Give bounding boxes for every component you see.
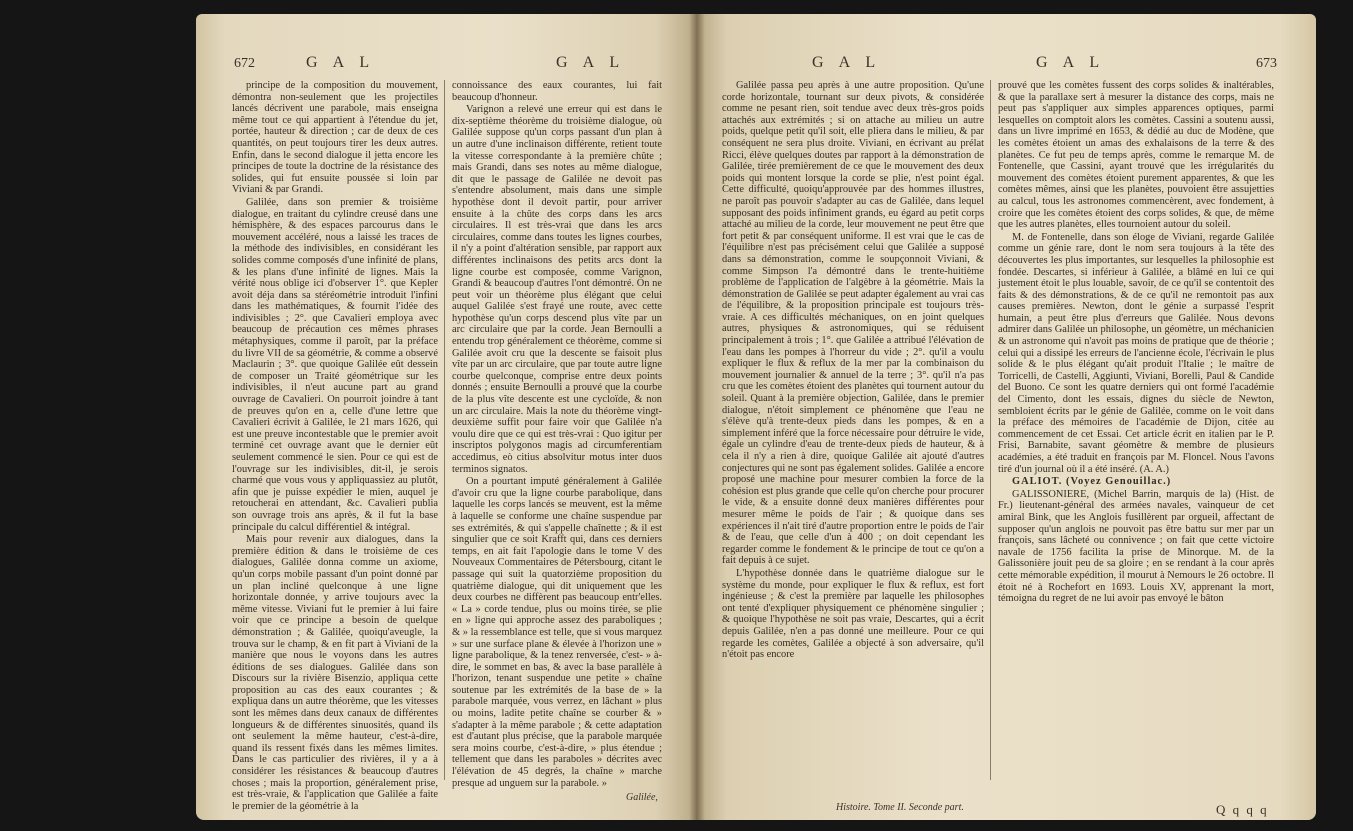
paragraph: Mais pour revenir aux dialogues, dans la première édition & dans le troisième de ces dialogues, Galilée donna comme un axiome, qu'un corps mobile passant d'un point donné par un plan incliné quelconque à une ligne horizontale donnée, y arrive toujours avec la même vitesse. Viviani fut le premier à lui faire voir que ce principe a besoin de quelque démonstration ; & Galilée, quoiqu'aveugle, la trouva sur le champ, & en fit part à Viviani de la manière que nous le voyons dans les autres éditions de ses dialogues. Galilée dans son Discours sur la rivière Bisenzio, appliqua cette proposition au cas des eaux courantes ; & expliqua dans un autre théorème, que les vitesses sont les mêmes dans deux canaux de différentes longueurs & de différentes sinuosités, quand ils ont seulement la même hauteur, c'est-à-dire, quand ils ressent fixés dans les mêmes limites. Dans le cas particulier des rivières, il y a à considérer les résistances & beaucoup d'autres choses ; mais la proportion, généralement prise, est très-vraie, & l'application que Galilée a faite le premier de la géométrie à la (232, 534, 438, 812)
text-column-2 (452, 80, 662, 789)
page-number: 673 (1256, 56, 1277, 71)
open-book (196, 14, 1316, 820)
entry-heading: GALIOT. (Voyez Genouillac.) (1012, 476, 1172, 488)
left-page (196, 14, 696, 820)
paragraph: principe de la composition du mouvement, démontra non-seulement que les projectiles lancés décrivent une parabole, mais enseigna même tout ce qui appartient à l'étendue du jet, portée, hauteur & direction ; car de deux de ces quantités, on peut toujours tirer les deux autres. Enfin, dans le second dialogue il jetta encore les principes de toute la doctrine de la résistance des solides, qui fut ensuite poussée si loin par Viviani & par Grandi. (232, 80, 438, 196)
paragraph: L'hypothèse donnée dans le quatrième dialogue sur le système du monde, pour expliquer le flux & reflux, est fort ingénieuse ; & c'est la première par laquelle les philosophes ont tenté d'expliquer physiquement ce phénomène singulier ; & quoique l'hypothèse ne soit pas vraie, Descartes, qui a écrit depuis Galilée, n'en a pas donné une meilleure. Pour ce qui regarde les comètes, Galilée a objecté à son adversaire, qu'il n'étoit pas encore (722, 567, 984, 661)
text-column-1 (722, 80, 984, 661)
running-head: G A L (556, 54, 626, 71)
paragraph: On a pourtant imputé généralement à Galilée d'avoir cru que la ligne courbe parabolique, dans laquelle les corps lancés se meuvent, est la même à laquelle se conforme une chaîne suspendue par ses extrémités, & qui s'appelle chaînette ; & il est singulier que ce soit Krafft qui, dans ces derniers temps, en ait fait l'apologie dans le tome V des Nouveaux Commentaires de Pétersbourg, citant le passage qui suit la quatorzième proposition du quatrième dialogue, qui dit uniquement que les deux courbes ne diffèrent pas beaucoup entr'elles. « La » corde tendue, plus ou moins tirée, se plie en » ligne qui approche assez des paraboliques ; & » la ressemblance est telle, que si vous marquez » sur une surface plane & élevée à l'horizon une » ligne parabolique, & la tenez renversée, c'est- » à-dire, le sommet en bas, & avec la base parallèle à l'horizon, tenant suspendue une petite » chaîne soutenue par les extrémités de la base de » la parabole marquée, vous verrez, en lâchant » plus ou moins, ladite petite chaîne se courber & » s'adapter à la même parabole ; & cette adaptation est d'autant plus précise, que la parabole marquée sera moins courbe, c'est-à-dire, » plus étendue ; tellement que dans les paraboles » décrites avec l'élévation de 45 degrés, la chaîne » marche presque ad unguem sur la parabole. » (452, 476, 662, 789)
paragraph: Galilée, dans son premier & troisième dialogue, en traitant du cylindre creusé dans une hémisphère, & des espaces parcourus dans le mouvement accéléré, nous a laissé les traces de la méthode des indivisibles, en considérant les solides comme composés d'une infinité de plans, & les plans d'une infinité de lignes. Mais la vérité nous oblige ici d'observer 1°. que Kepler avoit déja dans sa stéréométrie introduit l'infini dans les mathématiques, & fournit l'idée des indivisibles ; 2°. que Cavalieri employa avec beaucoup de précaution ces mêmes phrases métaphysiques, comme il paroît, par la préface du livre VII de sa géométrie, & comme a observé Maclaurin ; 3°. que quoique Galilée eût dessein de composer un Traité géométrique sur les indivisibles, il n'eut aucune part au grand ouvrage de Cavalieri. On pourroit joindre à tant de preuves qu'on en a, celle d'une lettre que Cavalieri écrivit à Galilée, le 21 mars 1626, qui est une preuve incontestable que le premier avoit terminé cet ouvrage avant que le dernier eût seulement commencé le sien. Pour ce qui est de l'ouvrage sur les indivisibles, dit-il, je serois charmé que vous vous y appliquassiez au plutôt, afin que je puisse expédier le mien, auquel je retoucherai en attendant, &c. Cavalieri publia son ouvrage trois ans après, & il fut la base principale du calcul différentiel & intégral. (232, 196, 438, 533)
catchword: Galilée, (626, 792, 658, 803)
paragraph: Galilée passa peu après à une autre proposition. Qu'une corde horizontale, tournant sur deux pivots, & considérée comme ne pesant rien, soit tendue avec deux très-gros poids attachés aux extrémités ; si on attache au milieu un autre poids, quelque petit qu'il soit, elle pliera dans le milieu, & par conséquent ne sera plus droite. Viviani, en écrivant au prélat Ricci, élève quelques doutes par rapport à la démonstration de Galilée, tirée premièrement de ce que le mouvement des deux poids qui montent lorsque la corde se plie, n'est point égal. Cette difficulté, quoiqu'approuvée par des hommes illustres, ne paroît pas pouvoir s'adapter au cas de Galilée, dans lequel supposant des poids infiniment grands, eu égard au petit corps attaché au milieu de la corde, leur mouvement ne peut être que fort petit & par conséquent uniforme. Il est vrai que le cas de l'équilibre n'est pas précisément celui que Galilée a supposé dans sa démonstration, comme le soupçonnoit Viviani, & comme Simpson l'a démontré dans le trente-huitième problème de l'application de l'algèbre à la géométrie. Mais la démonstration de Galilée se peut adapter également au vrai cas de l'équilibre, & la proposition principale est toujours très-vraie. A ces difficultés méchaniques, on en joint quelques autres, physiques & astronomiques, qui se réduisent principalement à trois ; 1°. que Galilée a attribué l'élévation de l'eau dans les pompes à l'horreur du vide ; 2°. qu'il a voulu expliquer le flux & reflux de la mer par la combinaison du mouvement journalier & annuel de la terre ; 3°. qu'il n'a pas cru que les comètes étoient des planètes qui tournent autour du soleil. Quant à la première objection, Galilée, dans le premier dialogue, n'étoit simplement ce phénomène que l'eau ne s'élève qu'à trente-deux pieds dans les pompes, & en a simplement inféré que la force nécessaire pour détruire le vide, égale un cylindre d'eau de trente-deux pieds de hauteur, & à cela il n'y a rien à dire, quoique Galilée ait ajouté d'autres conjectures qui ne sont pas également solides. Galilée a encore proposé une machine pour mesurer combien la force de la cohésion est plus grande que celle qu'on cherche pour procurer le vide, & a ensuite donné deux manières différentes pour mesurer même le poids de l'air ; & quoique dans ses expériences il n'ait tiré d'autre proportion entre le poids de l'air & de l'eau, que celle d'un à 400 ; on doit cependant les regarder comme le fondement & le principe de tout ce qu'on a fait depuis à ce sujet. (722, 80, 984, 567)
right-page (696, 14, 1316, 820)
paragraph: Varignon a relevé une erreur qui est dans le dix-septième théorème du troisième dialogue, où Galilée suppose qu'un corps passant d'un plan à un autre d'une inclinaison différente, retient toute la vitesse correspondante à la première chûte ; mais Grandi, dans ses notes au même dialogue, dit que le passage de Galilée ne devoit pas s'entendre absolument, mais dans une simple hypothèse dont il devoit partir, pour arriver ensuite à la chûte des corps dans les arcs circulaires. Il est très-vrai que dans les arcs circulaires, comme dans toutes les lignes courbes, il n'y a point d'altération sensible, par rapport aux différentes inclinaisons des petits arcs dont la ligne courbe est composée, comme Varignon, Grandi & beaucoup d'autres l'ont démontré. On ne peut voir un théorème plus élégant que celui auquel Galilée s'est frayé une route, avec cette hypothèse qu'un corps descend plus vîte par un arc circulaire que par la corde. Jean Bernoulli a entendu trop généralement ce théorème, comme si Galilée avoit cru que la descente se faisoit plus vîte par un arc circulaire, que par toute autre ligne courbe quelconque, comprise entre deux points donnés ; ensuite Bernoulli a prouvé que la courbe de la plus vîte descente est une cycloïde, & non un arc circulaire. Mais la note du théorème vingt-deuxième suffit pour faire voir que Galilée n'a voulu dire que ce qui est très-vrai : Quo igitur per inscriptos polygonos magis ad circumferentiam accedimus, eò citius absolvitur motus inter duos terminos signatos. (452, 104, 662, 475)
signature-mark: Q q q q (1216, 802, 1269, 817)
running-head: G A L (306, 54, 376, 71)
text-column-2 (998, 80, 1274, 605)
column-rule (444, 80, 445, 780)
book-gutter (689, 14, 705, 820)
running-head: G A L (812, 54, 882, 71)
page-number: 672 (234, 56, 255, 71)
paragraph: prouvé que les comètes fussent des corps solides & inaltérables, & que la parallaxe sert à mesurer la distance des corps, mais ne peut pas s'appliquer aux simples apparences optiques, parmi lesquelles on comptoit alors les comètes. Cassini a soutenu aussi, dans un livre imprimé en 1653, & dédié au duc de Modène, que les comètes étoient un amas des exhalaisons de la terre & des planètes. Ce fut peu de temps après, comme le remarque M. de Fontenelle, que Cassini, ayant trouvé que les irrégularités du mouvement des comètes étoient purement apparentes, & que les comètes mêmes, ainsi que les planètes, pouvoient être assujetties au calcul, tous les astronomes commencèrent, avec fondement, à croire que les comètes étoient des corps solides, & que, de même que les autres planètes, elles tournoient autour du soleil. (998, 80, 1274, 231)
paragraph: M. de Fontenelle, dans son éloge de Viviani, regarde Galilée comme un génie rare, dont le nom sera toujours à la tête des découvertes les plus importantes, sur lesquelles la philosophie est fondée. Descartes, si inférieur à Galilée, a blâmé en lui ce qui justement étoit le plus louable, savoir, de ce qu'il se contentoit des faits & des démonstrations, & de ce qu'il ne remontoit pas aux causes premières. Newton, dont le génie a surpassé l'esprit humain, a peut être plus d'erreurs que Galilée. Nous devons admirer dans Galilée un philosophe, un géomètre, un méchanicien & un astronome qui n'avoit pas moins de pratique que de théorie ; celui qui a dissipé les erreurs de l'ancienne école, l'écrivain le plus solide & le plus élégant qu'ait produit l'Italie ; le maître de Torricelli, de Castelli, Aggiunti, Viviani, Borelli, Paul & Candide del Buono. Ce sont les quatre derniers qui ont formé l'académie del Cimento, dont les essais, dignes du siècle de Newton, sembloient écrits par le génie de Galilée, comme on le voit dans la préface des mémoires de l'académie de Dijon, citée au commencement de cet Essai. Cet article écrit en italien par le P. Frisi, Barnabite, savant géomètre & membre de plusieurs académies, a été traduit en françois par M. Floncel. Nous l'avons tiré d'un journal où il a été inséré. (A. A.) (998, 231, 1274, 475)
text-column-1 (232, 80, 438, 812)
paragraph: GALISSONIERE, (Michel Barrin, marquis de la) (Hist. de Fr.) lieutenant-général des armées navales, vainqueur de cet amiral Bink, que les Anglois fusillèrent par orgueil, affectant de supposer qu'un anglois ne pouvoit pas être battu sur mer par un françois, sans lâcheté ou connivence ; on fait que cette victoire navale de 1756 facilita la prise de Minorque. M. de la Galissonière jouit peu de sa gloire ; en se rendant à la cour après cette mémorable expédition, il mourut à Nemours le 26 octobre. Il étoit né à Rochefort en 1693. Louis XV, apprenant la mort, témoigna du regret de ne lui avoir pas envoyé le bâton (998, 488, 1274, 605)
paragraph: connoissance des eaux courantes, lui fait beaucoup d'honneur. (452, 80, 662, 103)
running-head: G A L (1036, 54, 1106, 71)
column-rule (990, 80, 991, 780)
page-footer: Histoire. Tome II. Seconde part. (836, 802, 964, 813)
